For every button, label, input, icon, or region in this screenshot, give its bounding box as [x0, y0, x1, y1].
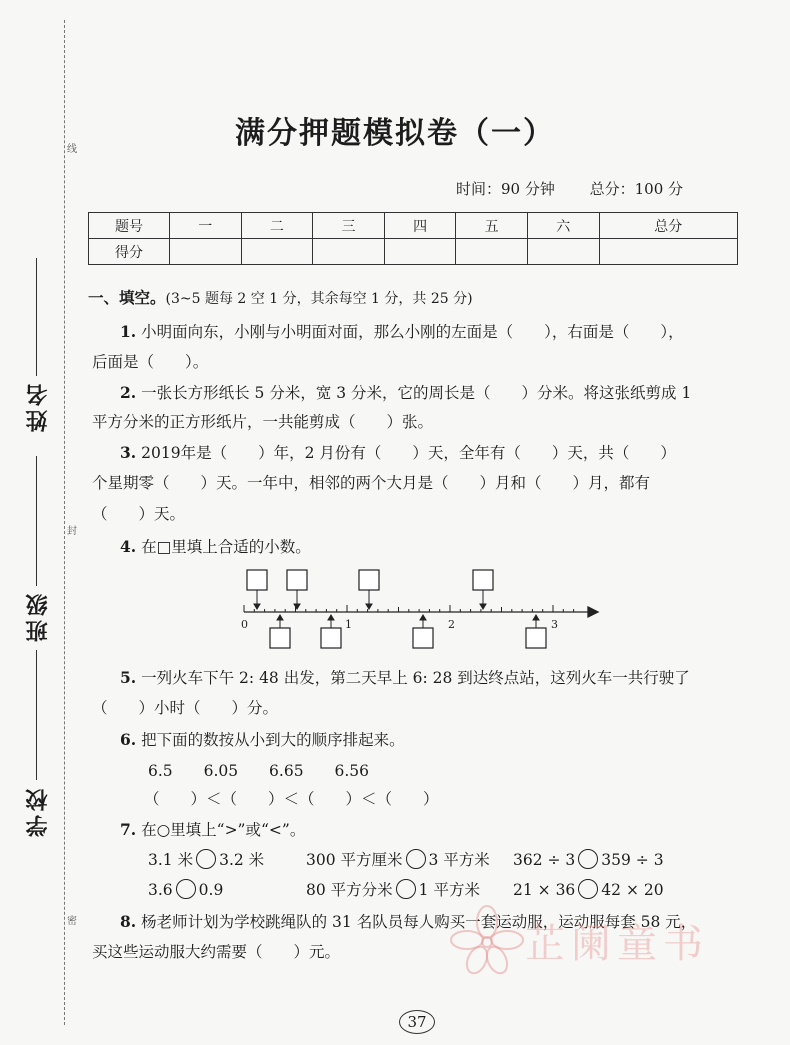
- compare-circle[interactable]: [396, 879, 416, 899]
- q7-item-right: 3 平方米: [428, 851, 490, 869]
- header-cell: 总分: [599, 213, 737, 239]
- q6-number-item: 6.65: [269, 762, 304, 780]
- q3-line-3: （ ）天。: [92, 505, 186, 523]
- q8-text-1: 杨老师计划为学校跳绳队的 31 名队员每人购买一套运动服，运动服每套 58 元，: [141, 913, 697, 931]
- answer-box-bottom-4[interactable]: [526, 628, 546, 648]
- page-title: 满分押题模拟卷（一）: [235, 116, 555, 151]
- score-cell[interactable]: [241, 239, 313, 265]
- header-cell: 六: [527, 213, 599, 239]
- q6-numbers: [148, 759, 369, 783]
- score-cell[interactable]: [313, 239, 385, 265]
- score-cell[interactable]: [384, 239, 456, 265]
- q2-line-2: 平方分米的正方形纸片，一共能剪成（ ）张。: [92, 413, 434, 431]
- q5-number: 5.: [120, 668, 137, 687]
- q6-number-item: 6.5: [148, 762, 173, 780]
- q5-text-1: 一列火车下午 2: 48 出发，第二天早上 6: 28 到达终点站，这列火车一共行驶了: [141, 669, 690, 687]
- score-cell[interactable]: [456, 239, 528, 265]
- q7-item-right: 0.9: [198, 881, 224, 899]
- q7-item-3: [513, 848, 664, 872]
- answer-box-top-3[interactable]: [359, 570, 379, 590]
- tick-label-2: 2: [448, 618, 455, 631]
- q3-line-1: [120, 441, 676, 465]
- time-info: [456, 178, 713, 199]
- tick-label-3: 3: [551, 618, 558, 631]
- q2-number: 2.: [120, 383, 137, 402]
- q7-item-4: [148, 878, 223, 902]
- q7-item-right: 1 平方米: [418, 881, 480, 899]
- total-score-label: 总分：100 分: [589, 180, 684, 198]
- q1-line-1: [120, 320, 684, 344]
- compare-circle[interactable]: [196, 849, 216, 869]
- answer-box-bottom-3[interactable]: [413, 628, 433, 648]
- section-1-header: [88, 286, 473, 311]
- number-line-diagram: [230, 562, 600, 662]
- q6-order-blanks: （ ）＜（ ）＜（ ）＜（ ）: [144, 790, 439, 808]
- q7-line: [120, 818, 305, 842]
- q3-line-2: 个星期零（ ）天。一年中，相邻的两个大月是（ ）月和（ ）月，都有: [92, 474, 651, 492]
- school-write-line: [36, 650, 37, 780]
- q7-item-5: [306, 878, 480, 902]
- name-write-line: [36, 258, 37, 376]
- q1-line-2: 后面是（ ）。: [92, 353, 209, 371]
- q7-item-right: 359 ÷ 3: [601, 851, 664, 869]
- compare-circle[interactable]: [578, 849, 598, 869]
- class-write-line: [36, 456, 37, 586]
- q7-item-left: 3.6: [148, 881, 173, 899]
- compare-circle[interactable]: [176, 879, 196, 899]
- name-label: 姓名: [25, 380, 51, 432]
- q7-item-right: 3.2 米: [219, 851, 265, 869]
- q2-line-1: [120, 381, 691, 405]
- header-cell: 一: [170, 213, 242, 239]
- class-label: 班级: [25, 590, 51, 642]
- header-cell: 五: [456, 213, 528, 239]
- q4-number: 4.: [120, 537, 137, 556]
- compare-circle[interactable]: [578, 879, 598, 899]
- q7-item-left: 362 ÷ 3: [513, 851, 576, 869]
- q7-item-left: 80 平方分米: [306, 881, 393, 899]
- score-cell[interactable]: [527, 239, 599, 265]
- q6-number: 6.: [120, 730, 137, 749]
- q4-text: 在□里填上合适的小数。: [141, 538, 311, 556]
- q7-item-6: [513, 878, 664, 902]
- section-1-note: (3~5 题每 2 空 1 分，其余每空 1 分，共 25 分): [165, 291, 473, 307]
- q1-number: 1.: [120, 322, 137, 341]
- margin-mark-xian: 线: [67, 144, 77, 155]
- margin-mark-feng: 封: [67, 526, 77, 537]
- answer-box-top-4[interactable]: [473, 570, 493, 590]
- q5-line-1: [120, 666, 690, 690]
- q6-text: 把下面的数按从小到大的顺序排起来。: [141, 731, 405, 749]
- q7-number: 7.: [120, 820, 137, 839]
- margin-mark-mi: 密: [67, 916, 77, 927]
- q5-line-2: （ ）小时（ ）分。: [92, 699, 279, 717]
- q7-item-left: 3.1 米: [148, 851, 194, 869]
- header-cell: 二: [241, 213, 313, 239]
- binding-dashed-line: [64, 20, 65, 1025]
- score-table-score-row: [89, 239, 738, 265]
- q8-line-2: 买这些运动服大约需要（ ）元。: [92, 943, 341, 961]
- header-cell: 三: [313, 213, 385, 239]
- q1-text-1: 小明面向东，小刚与小明面对面，那么小刚的左面是（ ），右面是（ ），: [141, 323, 684, 341]
- school-label: 学校: [25, 785, 51, 837]
- score-cell[interactable]: [170, 239, 242, 265]
- q7-item-left: 21 × 36: [513, 881, 576, 899]
- number-line-arrow: [588, 607, 598, 617]
- q6-number-item: 6.05: [203, 762, 239, 780]
- q8-number: 8.: [120, 912, 137, 931]
- section-1-title: 一、填空。: [88, 289, 166, 307]
- score-table-header-row: [89, 213, 738, 239]
- q6-number-item: 6.56: [334, 762, 370, 780]
- page-number: 37: [399, 1010, 435, 1034]
- q7-item-1: [148, 848, 264, 872]
- watermark-flower-icon: [445, 902, 530, 977]
- q4-line: [120, 535, 311, 559]
- q3-text-1: 2019年是（ ）年，2 月份有（ ）天，全年有（ ）天，共（ ）: [141, 444, 676, 462]
- score-cell[interactable]: [599, 239, 737, 265]
- answer-box-bottom-1[interactable]: [270, 628, 290, 648]
- score-row-label: 得分: [89, 239, 170, 265]
- score-table: [88, 212, 738, 265]
- compare-circle[interactable]: [406, 849, 426, 869]
- q2-text-1: 一张长方形纸长 5 分米，宽 3 分米，它的周长是（ ）分米。将这张纸剪成 1: [141, 384, 692, 402]
- answer-box-top-2[interactable]: [287, 570, 307, 590]
- header-cell: 题号: [89, 213, 170, 239]
- q3-number: 3.: [120, 443, 137, 462]
- q7-text: 在○里填上“>”或“<”。: [141, 821, 306, 839]
- tick-label-1: 1: [345, 618, 352, 631]
- q7-item-left: 300 平方厘米: [306, 851, 403, 869]
- answer-box-bottom-2[interactable]: [321, 628, 341, 648]
- tick-label-0: 0: [241, 618, 248, 631]
- header-cell: 四: [384, 213, 456, 239]
- q6-line: [120, 728, 405, 752]
- q7-item-right: 42 × 20: [601, 881, 664, 899]
- time-label: 时间：90 分钟: [456, 180, 555, 198]
- answer-box-top-1[interactable]: [247, 570, 267, 590]
- watermark: 芷阑童书: [525, 921, 709, 967]
- q7-item-2: [306, 848, 490, 872]
